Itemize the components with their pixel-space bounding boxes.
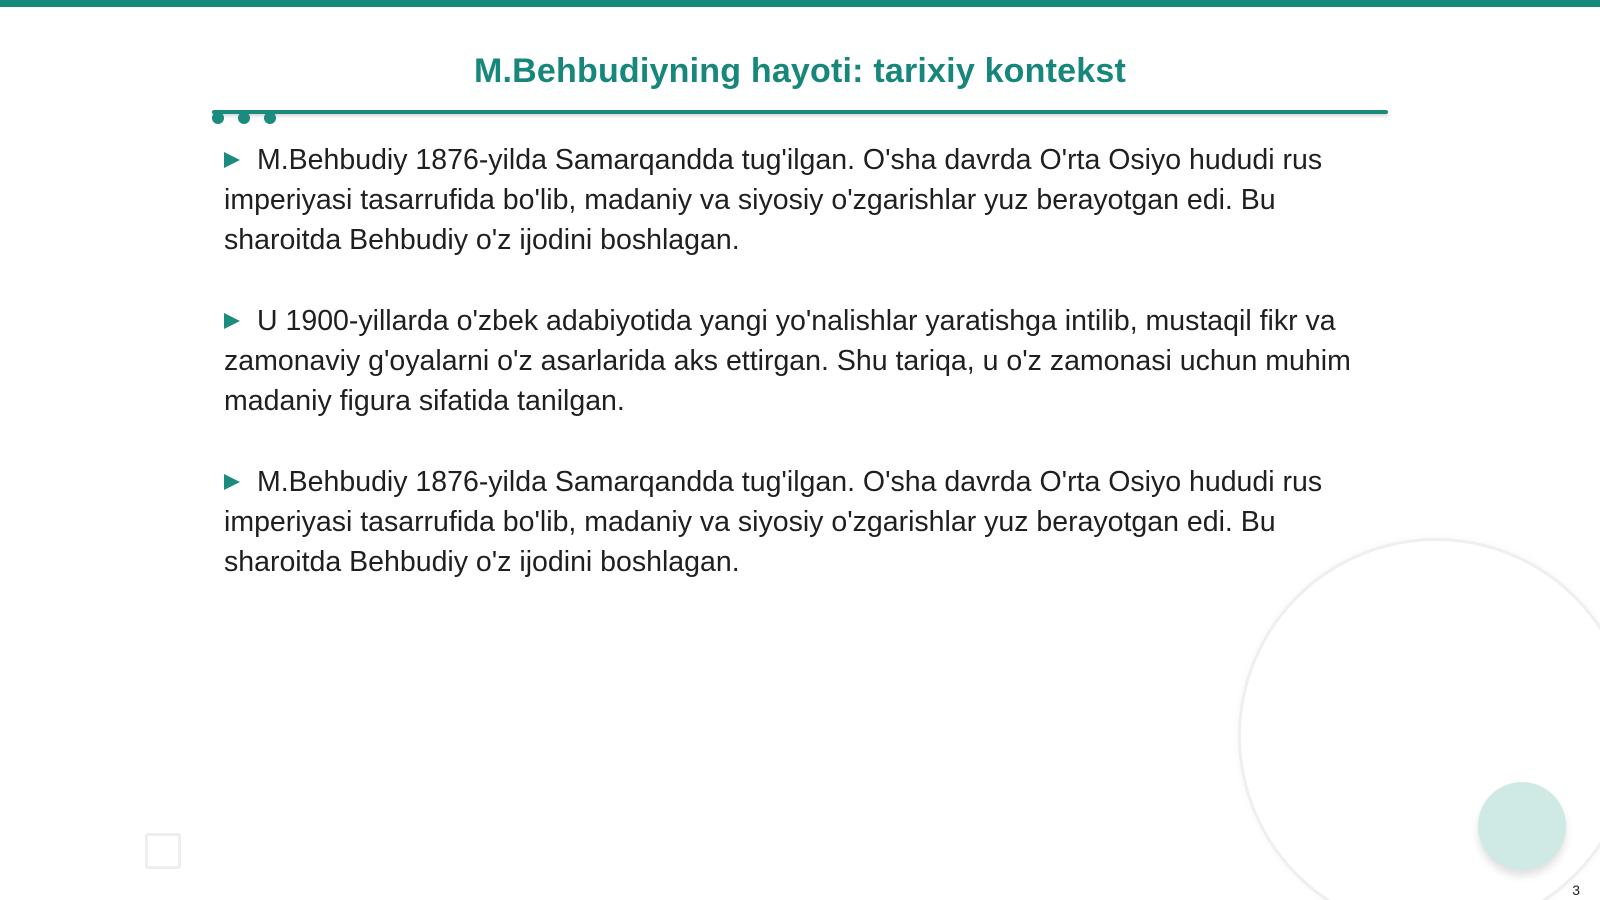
- top-accent-bar: [0, 0, 1600, 7]
- slide-number: 3: [1572, 882, 1580, 898]
- decorative-square: [145, 833, 181, 869]
- bullet-text: U 1900-yillarda o'zbek adabiyotida yangi yo'nalishlar yaratishga intilib, mustaqil fikr va zamonaviy g'oyalarni o'z asarlarida aks ettirgan. Shu tariqa, u o'z zamonasi uchun muhim madaniy figura sifatida tanilgan.: [224, 305, 1351, 417]
- triangle-right-icon: [224, 474, 240, 490]
- decorative-circle: [1478, 782, 1566, 870]
- bullet-text: M.Behbudiy 1876-yilda Samarqandda tug'ilgan. O'sha davrda O'rta Osiyo hududi rus imperiyasi tasarrufida bo'lib, madaniy va siyosiy o'zgarishlar yuz berayotgan edi. Bu sharoitda Behbudiy o'z ijodini boshlagan.: [224, 466, 1323, 578]
- underline-dot: [264, 112, 276, 124]
- bullet-item: [224, 301, 1364, 421]
- title-underline: [212, 110, 1388, 114]
- underline-dot: [238, 112, 250, 124]
- underline-dot: [212, 112, 224, 124]
- triangle-right-icon: [224, 152, 240, 168]
- bullet-list: [224, 140, 1364, 623]
- triangle-right-icon: [224, 313, 240, 329]
- bullet-item: [224, 140, 1364, 260]
- bullet-item: [224, 462, 1364, 582]
- bullet-text: M.Behbudiy 1876-yilda Samarqandda tug'ilgan. O'sha davrda O'rta Osiyo hududi rus imperiyasi tasarrufida bo'lib, madaniy va siyosiy o'zgarishlar yuz berayotgan edi. Bu sharoitda Behbudiy o'z ijodini boshlagan.: [224, 144, 1323, 256]
- slide-title: M.Behbudiyning hayoti: tarixiy kontekst: [474, 52, 1126, 90]
